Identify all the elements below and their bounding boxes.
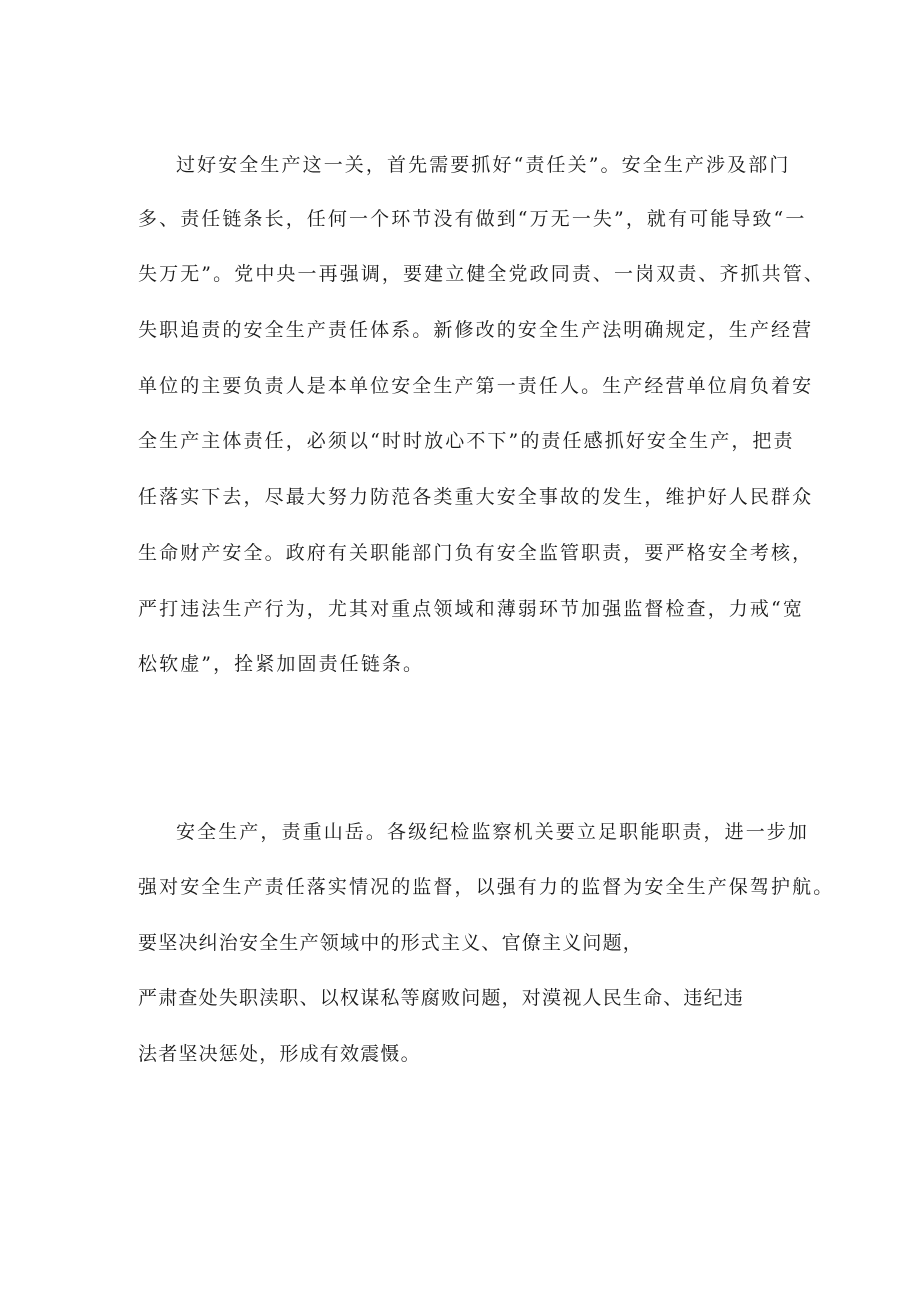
paragraph-line: 多、责任链条长，任何一个环节没有做到“万无一失”，就有可能导致“一: [138, 208, 807, 230]
paragraph-line: 松软虚”，拴紧加固责任链条。: [138, 653, 425, 675]
paragraph-line: 单位的主要负责人是本单位安全生产第一责任人。生产经营单位肩负着安: [138, 375, 814, 397]
paragraph-line: 严肃查处失职渎职、以权谋私等腐败问题，对漠视人民生命、违纪违: [138, 987, 745, 1009]
paragraph-line: 失职追责的安全生产责任体系。新修改的安全生产法明确规定，生产经营: [138, 319, 814, 341]
paragraph-line: 任落实下去，尽最大努力防范各类重大安全事故的发生，维护好人民群众: [138, 486, 814, 508]
paragraph-line: 要坚决纠治安全生产领域中的形式主义、官僚主义问题，: [138, 932, 644, 954]
paragraph-line: 过好安全生产这一关，首先需要抓好“责任关”。安全生产涉及部门: [176, 154, 791, 176]
paragraph-line: 生命财产安全。政府有关职能部门负有安全监管职责，要严格安全考核，: [138, 542, 814, 564]
paragraph-line: 全生产主体责任，必须以“时时放心不下”的责任感抓好安全生产，把责: [138, 430, 795, 452]
paragraph-line: 法者坚决惩处，形成有效震慑。: [138, 1043, 421, 1065]
paragraph-line: 强对安全生产责任落实情况的监督，以强有力的监督为安全生产保驾护航。: [138, 876, 835, 898]
paragraph-line: 失万无”。党中央一再强调，要建立健全党政同责、一岗双责、齐抓共管、: [138, 263, 826, 285]
paragraph-line: 严打违法生产行为，尤其对重点领域和薄弱环节加强监督检查，力戒“宽: [138, 598, 804, 620]
paragraph-line: 安全生产，责重山岳。各级纪检监察机关要立足职能职责，进一步加: [176, 821, 810, 843]
